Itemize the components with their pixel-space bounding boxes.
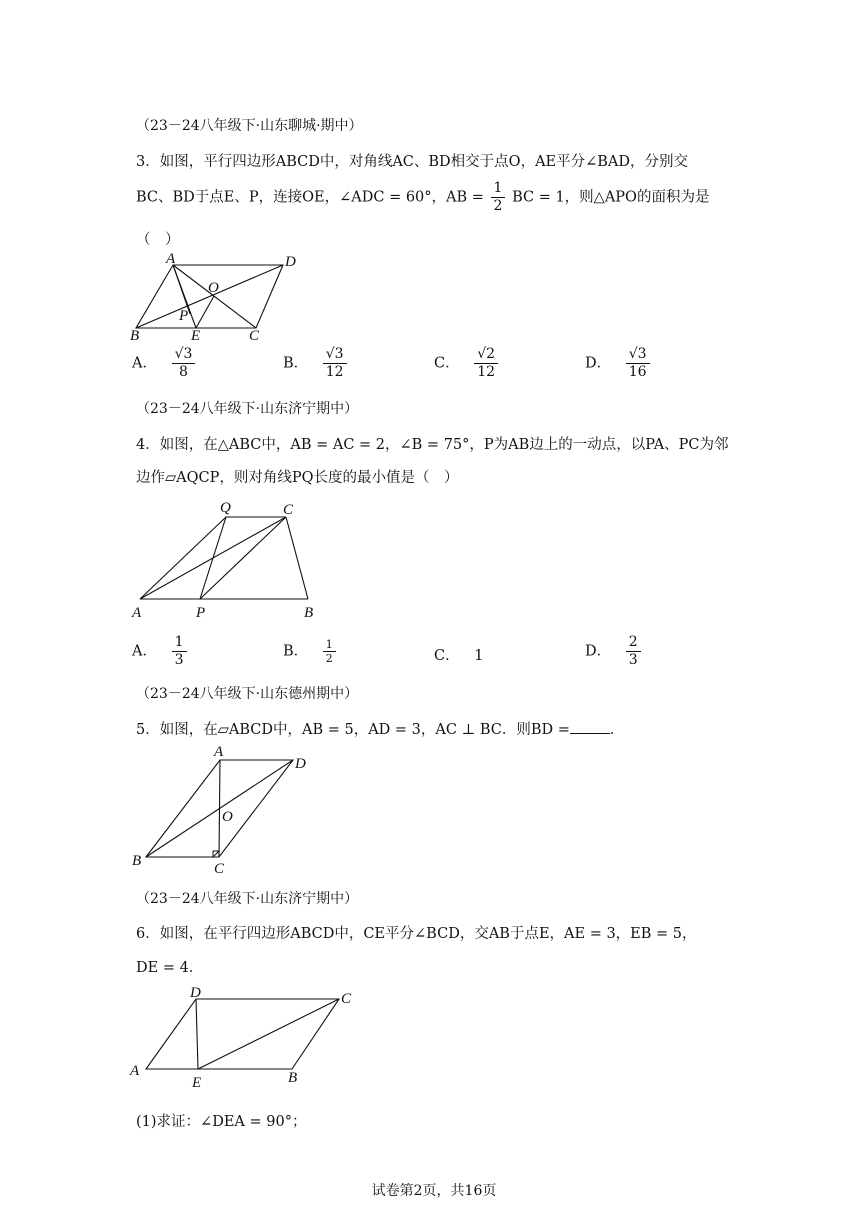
q6-figure — [128, 982, 368, 1092]
q5-source: （23－24八年级下·山东德州期中） — [136, 686, 359, 702]
q4-option-a-letter: A． — [132, 643, 157, 660]
page-footer: 试卷第2页，共16页 — [371, 1183, 497, 1199]
q5-label-a: A — [214, 744, 224, 760]
q3-label-p: P — [179, 308, 189, 324]
q4-option-b[interactable] — [283, 638, 336, 665]
q3-option-c-frac — [474, 346, 498, 381]
q4-option-b-frac — [323, 638, 336, 665]
q3-option-d-den: 16 — [628, 364, 647, 380]
q3-option-b-frac — [323, 346, 347, 381]
q3-frac-num: 1 — [491, 180, 506, 198]
q4-option-b-letter: B． — [283, 643, 309, 660]
q4-label-p: P — [196, 605, 206, 621]
q3-option-b-num: √3 — [323, 346, 347, 364]
q5-right-angle-mark — [213, 851, 219, 857]
q3-option-c-den: 12 — [477, 364, 496, 380]
q4-source: （23－24八年级下·山东济宁期中） — [136, 401, 359, 417]
q3-paren: （ ） — [136, 232, 180, 248]
q5-answer-blank[interactable] — [570, 733, 610, 734]
q3-label-o: O — [208, 280, 219, 296]
q3-label-e: E — [191, 328, 201, 342]
q5-label-d: D — [295, 756, 306, 772]
q5-label-o: O — [222, 809, 233, 825]
q4-label-c: C — [283, 502, 294, 518]
q6-label-a: A — [130, 1063, 140, 1079]
q3-option-d-num: √3 — [626, 346, 650, 364]
q6-label-d: D — [190, 985, 201, 1001]
q3-label-b: B — [130, 328, 140, 342]
q4-figure — [128, 495, 328, 625]
q3-diag-bd — [136, 265, 283, 328]
q3-fraction — [491, 180, 506, 215]
q4-option-a-den: 3 — [174, 652, 184, 668]
q6-source: （23－24八年级下·山东济宁期中） — [136, 891, 359, 907]
q6-label-c: C — [341, 991, 352, 1007]
q3-option-d[interactable] — [585, 346, 650, 381]
q3-line2b: BC = 1，则△APO的面积为是 — [512, 189, 710, 206]
q3-option-d-frac — [626, 346, 650, 381]
q3-option-a-frac — [172, 346, 196, 381]
q3-option-a-num: √3 — [172, 346, 196, 364]
q3-option-c-num: √2 — [474, 346, 498, 364]
q5-label-b: B — [132, 853, 142, 869]
q5-line1-text: 5．如图，在▱ABCD中，AB = 5，AD = 3，AC ⊥ BC．则BD = — [136, 722, 570, 738]
q3-option-a-letter: A． — [132, 355, 157, 372]
q4-line1: 4．如图，在△ABC中，AB = AC = 2，∠B = 75°，P为AB边上的一动点，以PA、PC为邻 — [136, 437, 729, 453]
q3-label-a: A — [166, 252, 176, 267]
q4-option-c-letter: C． — [434, 648, 460, 664]
q3-line1: 3．如图，平行四边形ABCD中，对角线AC、BD相交于点O，AE平分∠BAD，分别交 — [136, 154, 689, 170]
q4-option-b-den: 2 — [325, 652, 333, 665]
q3-option-b[interactable] — [283, 346, 347, 381]
q3-label-c: C — [249, 328, 260, 342]
q4-option-a-num: 1 — [172, 634, 187, 652]
q3-option-b-den: 12 — [325, 364, 344, 380]
q6-line2: DE = 4． — [136, 960, 204, 976]
q4-label-a: A — [132, 605, 142, 621]
q3-line2a: BC、BD于点E、P，连接OE，∠ADC = 60°，AB = — [136, 189, 484, 206]
q4-option-d-den: 3 — [628, 652, 638, 668]
q4-option-d-frac — [626, 634, 641, 669]
q6-label-e: E — [192, 1075, 202, 1091]
q5-line1 — [136, 718, 624, 739]
q3-option-c[interactable] — [434, 346, 498, 381]
q4-option-a[interactable] — [132, 634, 187, 669]
q3-line2 — [136, 180, 709, 215]
q4-option-d[interactable] — [585, 634, 641, 669]
q4-option-c-value: 1 — [474, 648, 484, 664]
q3-option-a-den: 8 — [179, 364, 188, 380]
q3-seg-ap — [173, 265, 190, 314]
q6-line1: 6．如图，在平行四边形ABCD中，CE平分∠BCD，交AB于点E，AE = 3，EB = 5， — [136, 926, 697, 942]
q4-option-b-num: 1 — [323, 638, 336, 652]
q5-line1-end: ． — [609, 722, 625, 738]
q6-seg-de — [196, 999, 198, 1069]
q4-option-d-letter: D． — [585, 643, 612, 660]
q4-label-b: B — [304, 605, 314, 621]
q4-label-q: Q — [220, 500, 231, 516]
q5-label-c: C — [214, 861, 225, 877]
q6-parallelogram — [146, 999, 339, 1069]
q3-figure — [128, 252, 308, 342]
q4-option-c[interactable] — [434, 644, 483, 665]
q5-figure — [128, 742, 328, 877]
q3-option-c-letter: C． — [434, 355, 460, 372]
q6-seg-ce — [198, 999, 339, 1069]
q4-option-d-num: 2 — [626, 634, 641, 652]
q4-line2: 边作▱AQCP，则对角线PQ长度的最小值是（ ） — [136, 470, 459, 486]
q3-frac-den: 2 — [493, 198, 503, 214]
q4-side-bc — [286, 517, 308, 599]
q6-sub1: (1)求证：∠DEA = 90°； — [136, 1114, 307, 1130]
q3-option-d-letter: D． — [585, 355, 612, 372]
q4-option-a-frac — [172, 634, 187, 669]
q3-source: （23－24八年级下·山东聊城·期中） — [136, 118, 363, 134]
q3-label-d: D — [285, 254, 296, 270]
q6-label-b: B — [288, 1070, 298, 1086]
q3-option-a[interactable] — [132, 346, 195, 381]
q3-option-b-letter: B． — [283, 355, 309, 372]
